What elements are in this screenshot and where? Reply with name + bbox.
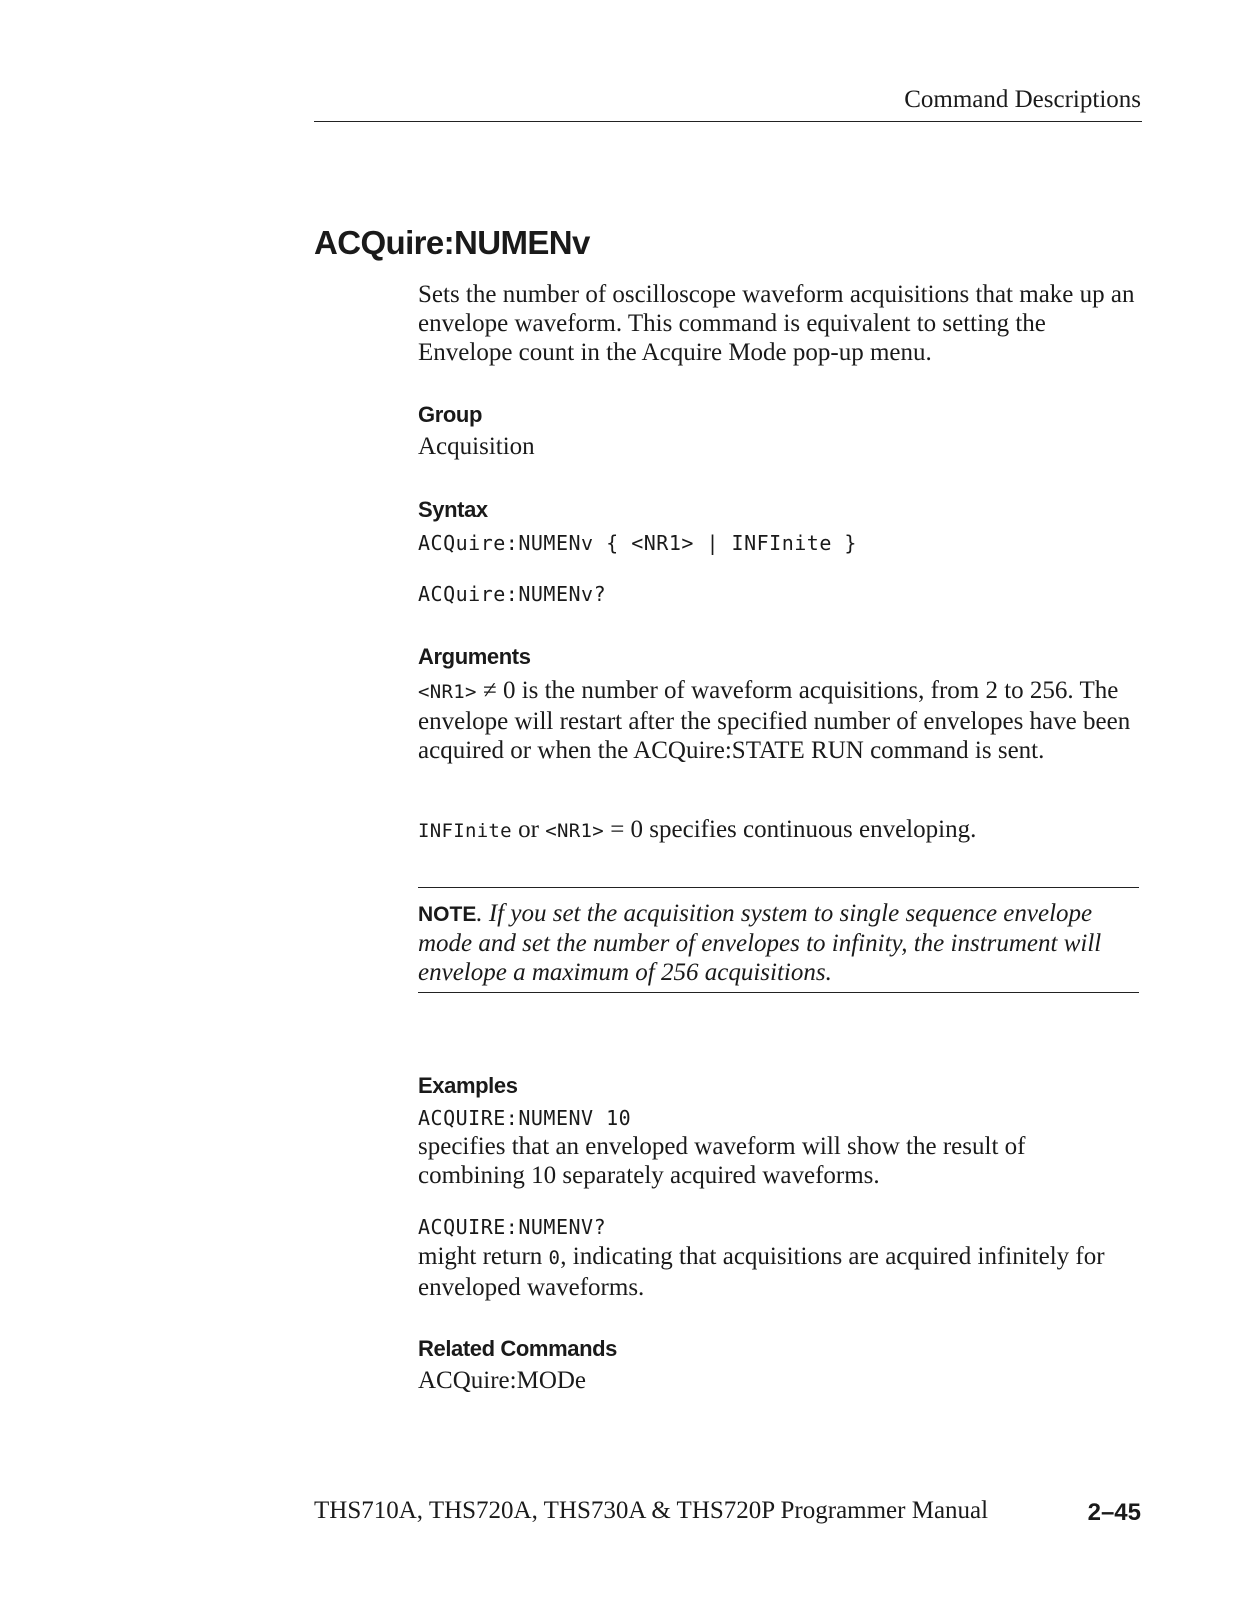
note-rule-top: [418, 887, 1139, 888]
example-2-prefix: might return: [418, 1243, 549, 1270]
header-rule: [314, 121, 1142, 122]
argument-nr1-text: 0 is the number of waveform acquisitions, from 2 to 256. The envelope will restart after the specified number of envelopes have been acquired or when the ACQuire:STATE RUN command is sent.: [418, 677, 1131, 764]
command-title: ACQuire:NUMENv: [314, 224, 590, 261]
note-text: . If you set the acquisition system to single sequence envelope mode and set the number of envelopes to infinity, the instrument will envelope a maximum of 256 acquisitions.: [418, 900, 1102, 986]
argument-infinite-text: = 0 specifies continuous enveloping.: [603, 816, 977, 843]
note-rule-bottom: [418, 992, 1139, 993]
example-2-text: [418, 1242, 1138, 1302]
not-equal-symbol: ≠: [482, 677, 497, 704]
argument-infinite-or: or: [511, 816, 546, 843]
argument-infinite: [418, 815, 1138, 846]
related-commands-heading: Related Commands: [418, 1336, 617, 1361]
example-2-rest: , indicating that acquisitions are acquired infinitely for enveloped waveforms.: [418, 1243, 1105, 1301]
related-command-link: ACQuire:MODe: [418, 1367, 587, 1394]
group-text: Acquisition: [418, 433, 535, 460]
arguments-heading: Arguments: [418, 644, 531, 669]
examples-heading: Examples: [418, 1073, 518, 1098]
command-description: Sets the number of oscilloscope waveform acquisitions that make up an envelope waveform. This command is equivalent to setting the Envelope count in the Acquire Mode pop-up menu.: [418, 281, 1135, 366]
page-number: 2–45: [1087, 1499, 1141, 1526]
example-1-code: ACQUIRE:NUMENV 10: [418, 1106, 632, 1130]
note-label: NOTE: [418, 903, 477, 926]
syntax-set-form: ACQuire:NUMENv { <NR1> | INFInite }: [418, 531, 857, 555]
syntax-query-form: ACQuire:NUMENv?: [418, 582, 607, 606]
example-2-value: 0: [548, 1247, 561, 1269]
argument-nr1: [418, 676, 1138, 765]
syntax-heading: Syntax: [418, 497, 488, 522]
nr1-code: <NR1>: [418, 681, 477, 703]
note: [418, 899, 1138, 987]
running-head: Command Descriptions: [904, 86, 1141, 113]
group-heading: Group: [418, 402, 482, 427]
example-1-text: specifies that an enveloped waveform will show the result of combining 10 separately acquired waveforms.: [418, 1133, 1026, 1189]
infinite-code: INFInite: [418, 820, 512, 842]
nr1-code: <NR1>: [545, 820, 604, 842]
example-2-code: ACQUIRE:NUMENV?: [418, 1215, 607, 1239]
footer-manual-title: THS710A, THS720A, THS730A & THS720P Programmer Manual: [314, 1497, 989, 1524]
